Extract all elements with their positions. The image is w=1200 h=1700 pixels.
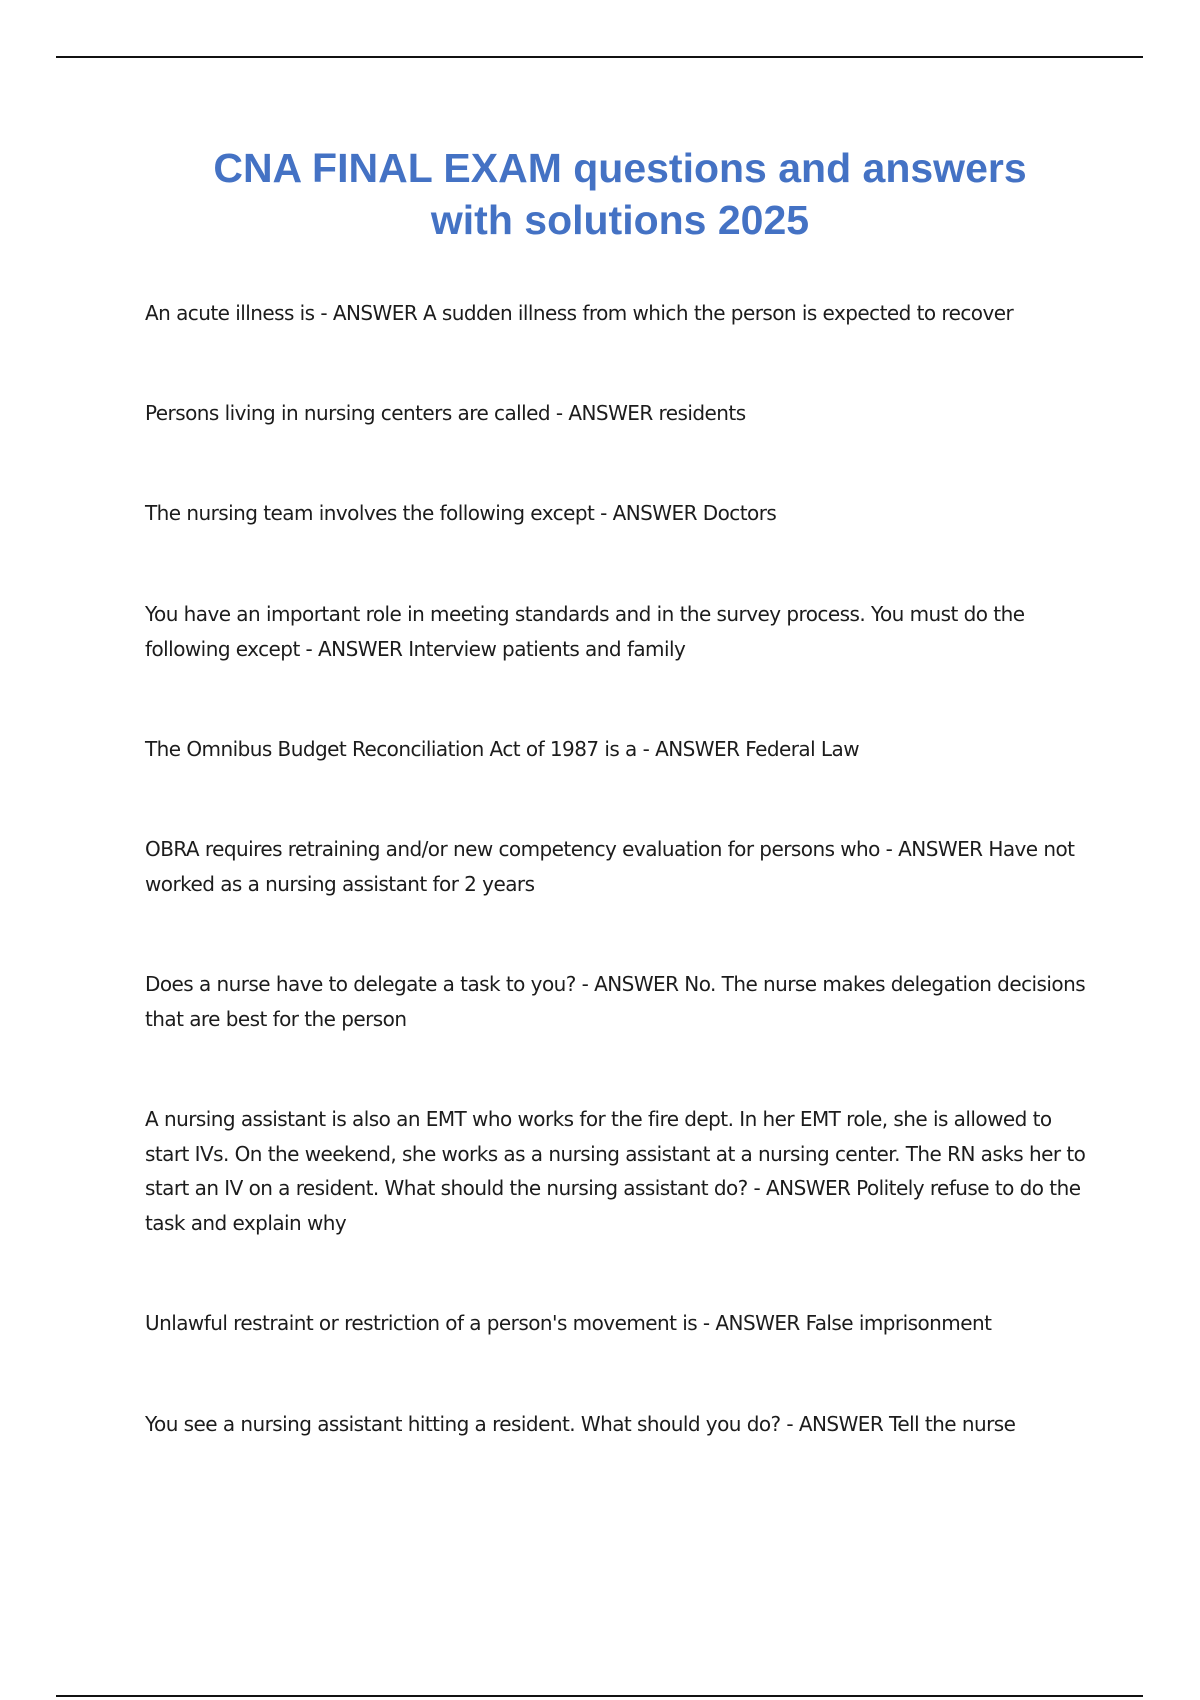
qa-item — [145, 496, 1090, 531]
answer-separator: - — [780, 1412, 799, 1436]
answer-text: ANSWER residents — [568, 401, 746, 425]
question-text: A nursing assistant is also an EMT who works for the fire dept. In her EMT role, she is allowed to start IVs. On the weekend, she works as a nursing assistant at a nursing center. The RN asks her to start an IV on a resident. What should the nursing assistant do? — [145, 1107, 1086, 1200]
answer-separator: - — [697, 1311, 716, 1335]
answer-text: ANSWER Have not worked as a nursing assistant for 2 years — [145, 837, 1075, 896]
answer-text: ANSWER Politely refuse to do the task and explain why — [145, 1176, 1081, 1235]
answer-text: ANSWER Interview patients and family — [318, 636, 686, 661]
answer-separator: - — [747, 1176, 767, 1200]
question-text: The nursing team involves the following except — [145, 501, 595, 525]
question-text: You have an important role in meeting standards and in the survey process. You must do the following except — [145, 602, 1025, 661]
answer-separator: - — [314, 301, 333, 325]
answer-separator: - — [636, 737, 656, 761]
answer-separator: - — [550, 401, 569, 425]
answer-text: ANSWER Federal Law — [655, 737, 860, 761]
question-text: An acute illness is — [145, 301, 315, 325]
question-text: Persons living in nursing centers are called — [145, 401, 551, 425]
qa-item — [145, 396, 1090, 431]
qa-item — [145, 597, 1090, 666]
question-text: Unlawful restraint or restriction of a person's movement is — [145, 1311, 698, 1335]
qa-item — [145, 296, 1090, 331]
answer-separator: - — [299, 636, 319, 661]
question-text: The Omnibus Budget Reconciliation Act of 1987 is a — [145, 737, 637, 761]
qa-item — [145, 1306, 1090, 1341]
answer-separator: - — [594, 501, 613, 525]
qa-item — [145, 967, 1090, 1036]
question-text: You see a nursing assistant hitting a resident. What should you do? — [145, 1412, 781, 1436]
page-title — [120, 142, 1120, 246]
qa-item — [145, 732, 1090, 767]
qa-item — [145, 1102, 1090, 1240]
bottom-rule — [56, 1695, 1143, 1697]
top-rule — [56, 56, 1143, 58]
title-line-1: CNA FINAL EXAM questions and answers — [213, 145, 1027, 191]
title-line-2: with solutions 2025 — [430, 197, 810, 243]
question-text: OBRA requires retraining and/or new competency evaluation for persons who — [145, 837, 880, 861]
answer-text: ANSWER Tell the nurse — [798, 1412, 1016, 1436]
question-text: Does a nurse have to delegate a task to you? — [145, 972, 576, 996]
answer-text: ANSWER Doctors — [612, 501, 777, 525]
qa-item — [145, 1407, 1090, 1442]
answer-separator: - — [575, 972, 595, 996]
answer-text: ANSWER A sudden illness from which the person is expected to recover — [332, 301, 1014, 325]
answer-separator: - — [879, 837, 899, 861]
answer-text: ANSWER No. The nurse makes delegation decisions that are best for the person — [145, 972, 1086, 1031]
qa-item — [145, 832, 1090, 901]
answer-text: ANSWER False imprisonment — [715, 1311, 992, 1335]
